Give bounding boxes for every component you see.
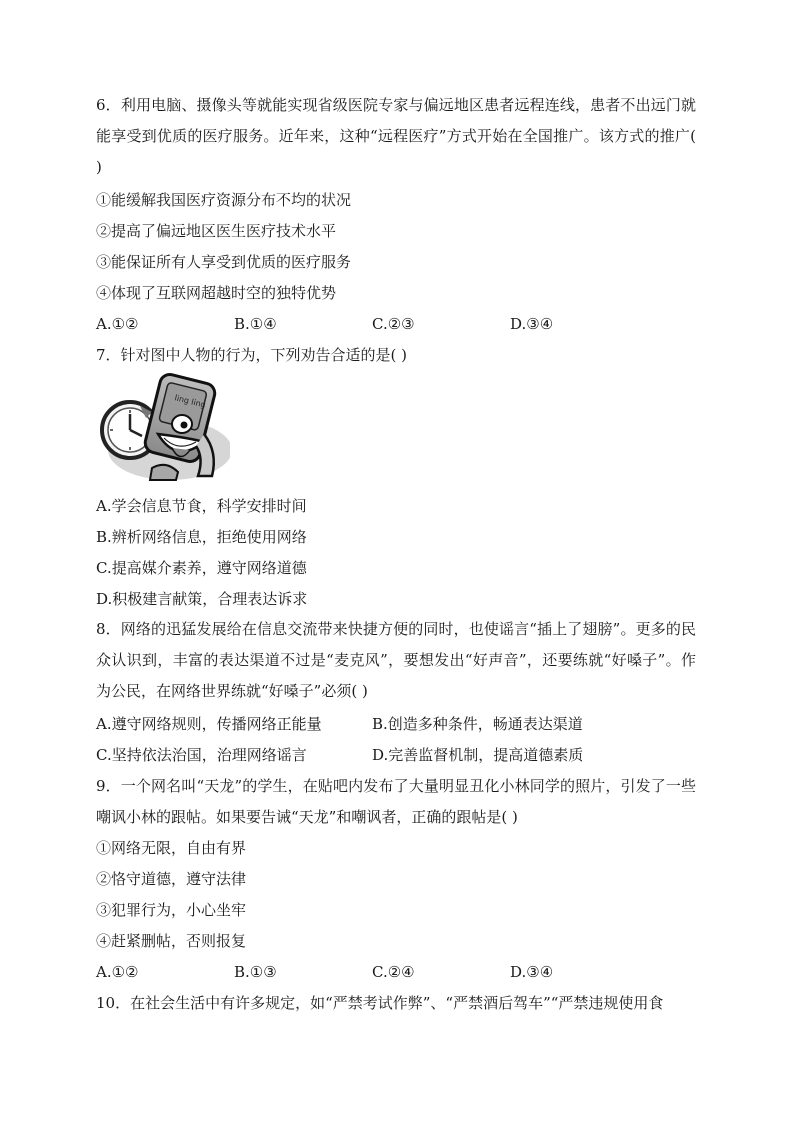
q6-option-b: B.①④ xyxy=(234,315,277,333)
q7-option-d: D.积极建言献策，合理表达诉求 xyxy=(96,590,308,608)
q9-option-b: B.①③ xyxy=(234,963,277,981)
q9-statement-1: ①网络无限，自由有界 xyxy=(96,839,247,857)
q9-statement-2: ②恪守道德，遵守法律 xyxy=(96,870,247,888)
q10-stem: 10．在社会生活中有许多规定，如“严禁考试作弊”、“严禁酒后驾车”“严禁违规使用食 xyxy=(96,994,664,1012)
phone-screen-text: ling ling xyxy=(173,393,207,410)
q6-option-a: A.①② xyxy=(96,315,139,333)
q8-option-b: B.创造多种条件，畅通表达渠道 xyxy=(372,715,583,733)
q8-option-a: A.遵守网络规则，传播网络正能量 xyxy=(96,715,322,733)
q7-option-c: C.提高媒介素养，遵守网络道德 xyxy=(96,559,307,577)
q6-statement-1: ①能缓解我国医疗资源分布不均的状况 xyxy=(96,191,352,209)
q8-option-c: C.坚持依法治国，治理网络谣言 xyxy=(96,746,307,764)
q6-stem: 6．利用电脑、摄像头等就能实现省级医院专家与偏远地区患者远程连线，患者不出远门就能享受到优质的医疗服务。近年来，这种“远程医疗”方式开始在全国推广。该方式的推广( ) xyxy=(96,96,696,176)
q9-option-d: D.③④ xyxy=(510,963,554,981)
q7-option-a: A.学会信息节食，科学安排时间 xyxy=(96,497,307,515)
q6-option-d: D.③④ xyxy=(510,315,554,333)
q9-statement-3: ③犯罪行为，小心坐牢 xyxy=(96,901,247,919)
q9-statement-4: ④赶紧删帖，否则报复 xyxy=(96,932,247,950)
q8-stem: 8．网络的迅猛发展给在信息交流带来快捷方便的同时，也使谣言“插上了翅膀”。更多的民众认识到，丰富的表达渠道不过是“麦克风”，要想发出“好声音”，还要练就“好嗓子”。作为公民，在网络世界练就“好嗓子”必须( ) xyxy=(96,620,696,700)
q6-statement-4: ④体现了互联网超越时空的独特优势 xyxy=(96,284,337,302)
q9-stem: 9．一个网名叫“天龙”的学生，在贴吧内发布了大量明显丑化小林同学的照片，引发了一些嘲讽小林的跟帖。如果要告诫“天龙”和嘲讽者，正确的跟帖是( ) xyxy=(96,777,696,826)
q6-statement-3: ③能保证所有人享受到优质的医疗服务 xyxy=(96,253,352,271)
q9-option-a: A.①② xyxy=(96,963,139,981)
q6-statement-2: ②提高了偏远地区医生医疗技术水平 xyxy=(96,222,337,240)
q7-stem: 7．针对图中人物的行为，下列劝告合适的是( ) xyxy=(96,346,408,364)
q6-option-c: C.②③ xyxy=(372,315,415,333)
q8-option-d: D.完善监督机制，提高道德素质 xyxy=(372,746,584,764)
phone-addict-illustration xyxy=(100,372,230,482)
q9-option-c: C.②④ xyxy=(372,963,415,981)
q7-option-b: B.辨析网络信息，拒绝使用网络 xyxy=(96,528,307,546)
